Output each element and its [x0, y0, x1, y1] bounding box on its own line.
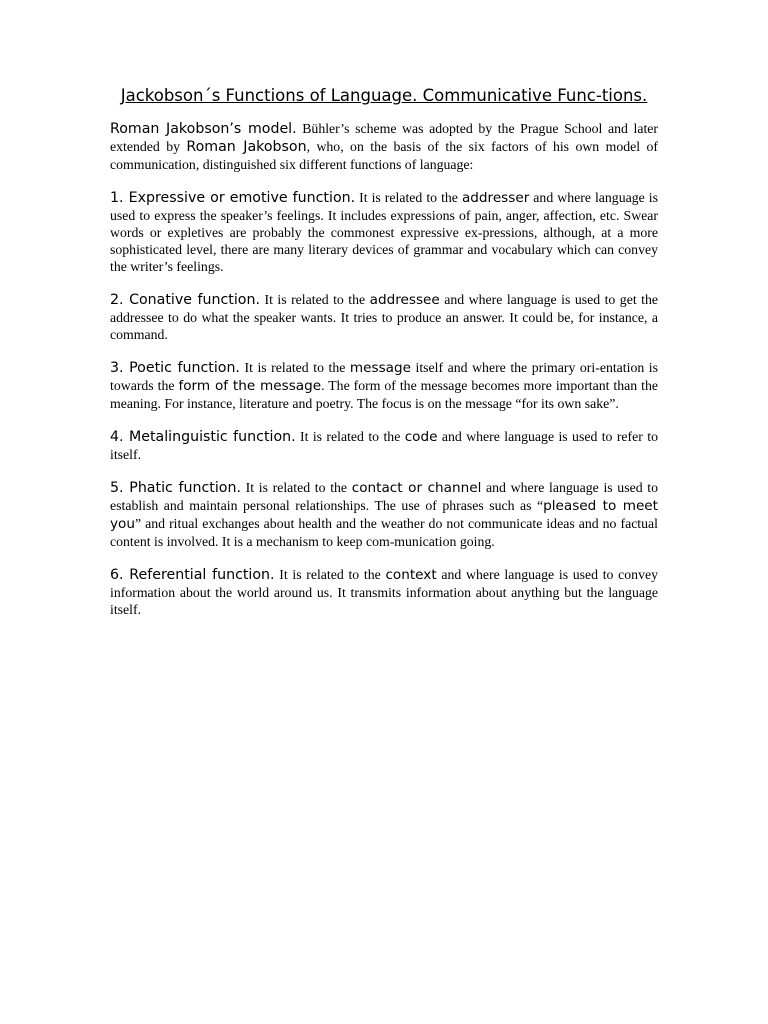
function-text: It is related to the — [260, 292, 370, 307]
function-keyword: addressee — [369, 292, 440, 308]
intro-text-1: Bühler’s scheme was adopted by the Prague School and later extended by — [110, 121, 658, 154]
function-phatic — [110, 479, 658, 550]
intro-paragraph — [110, 120, 658, 173]
intro-lead: Roman Jakobson’s model. — [110, 121, 297, 137]
function-heading: 3. Poetic function. — [110, 360, 240, 376]
function-heading: 1. Expressive or emotive function. — [110, 190, 356, 206]
function-text: It is related to the — [295, 429, 405, 444]
function-text: ” and ritual exchanges about health and the weather do not communicate ideas and no factual content is involved. It is a mechanism to keep com-munication going. — [110, 516, 658, 549]
function-text: itself and where the primary ori-entation is towards the — [110, 360, 658, 393]
function-keyword: form of the message — [178, 378, 322, 394]
function-heading: 5. Phatic function. — [110, 480, 241, 496]
document-title: Jackobson´s Functions of Language. Communicative Func-tions. — [120, 86, 648, 105]
intro-text-2: , who, on the basis of the six factors of his own model of communication, distinguished six different functions of language: — [110, 139, 658, 172]
function-referential — [110, 566, 658, 618]
function-keyword: pleased to meet you — [110, 498, 659, 532]
function-metalinguistic — [110, 428, 658, 463]
function-heading: 4. Metalinguistic function. — [110, 429, 296, 445]
function-text: It is related to the — [241, 480, 352, 495]
function-keyword: context — [385, 567, 437, 583]
function-conative — [110, 291, 658, 343]
intro-name: Roman Jakobson — [186, 139, 307, 155]
function-keyword: addresser — [461, 190, 530, 206]
function-heading: 6. Referential function. — [110, 567, 275, 583]
function-heading: 2. Conative function. — [110, 292, 260, 308]
function-keyword: message — [349, 360, 411, 376]
function-text: It is related to the — [239, 360, 350, 375]
function-expressive — [110, 189, 658, 275]
function-text: . The form of the message becomes more important than the meaning. For instance, literature and poetry. The focus is on the message “for its own sake”. — [110, 378, 658, 411]
function-poetic — [110, 359, 658, 412]
function-text: and where language is used to express the speaker’s feelings. It includes expressions of pain, anger, affection, etc. Swear words or expletives are probably the commonest expressive ex-pressions, although, at a more sophisticated level, there are many literary devices of grammar and vocabulary which can convey the writer’s feelings. — [110, 190, 658, 274]
function-text: and where language is used to establish and maintain personal relationships. The use of phrases such as “ — [110, 480, 658, 513]
function-text: and where language is used to refer to itself. — [110, 429, 658, 462]
function-text: and where language is used to convey information about the world around us. It transmits information about anything but the language itself. — [110, 567, 658, 617]
function-text: It is related to the — [274, 567, 386, 582]
document-body — [110, 86, 658, 634]
function-text: and where language is used to get the addressee to do what the speaker wants. It tries to produce an answer. It could be, for instance, a command. — [110, 292, 658, 342]
function-text: It is related to the — [355, 190, 462, 205]
function-keyword: contact or channel — [351, 480, 482, 496]
function-keyword: code — [404, 429, 438, 445]
